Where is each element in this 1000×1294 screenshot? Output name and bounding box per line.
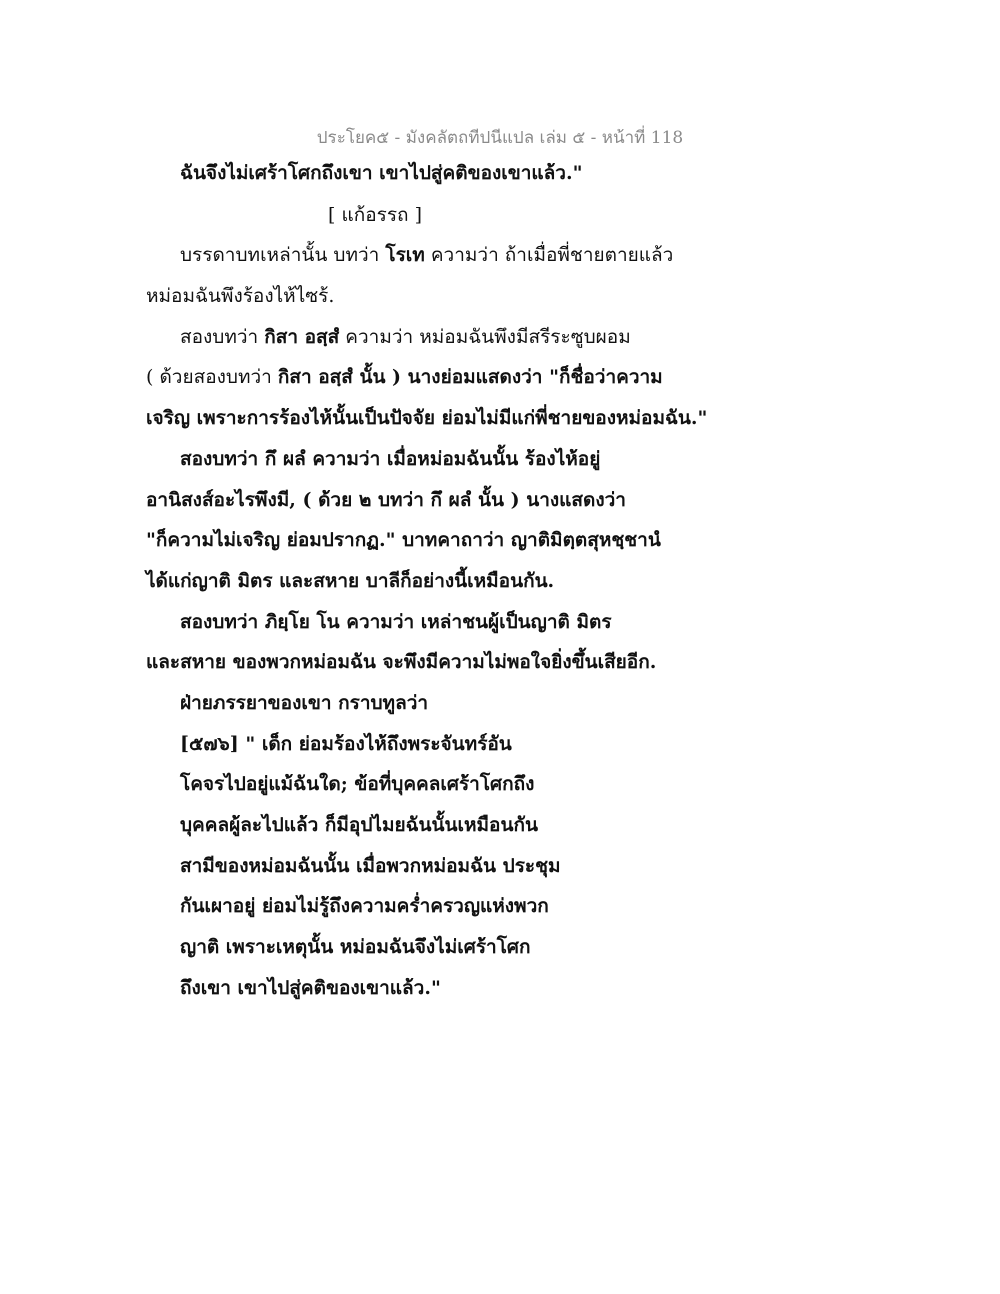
- body-line-11: [180, 609, 612, 635]
- body-line-2: [180, 242, 673, 268]
- text-span: ความว่า เมื่อหม่อมฉันนั้น ร้องไห้อยู่: [305, 448, 601, 470]
- pali-term: กึ ผลํ: [264, 448, 306, 470]
- body-line-4: [180, 324, 631, 350]
- text-span: ความว่า ถ้าเมื่อพี่ชายตายแล้ว: [424, 244, 674, 266]
- pali-term: กิสา อสฺสํ: [277, 366, 353, 388]
- pali-term: โรเท: [385, 244, 425, 266]
- text-span: นั้น ) นางย่อมแสดงว่า "ก็ชื่อว่าความ: [352, 366, 663, 388]
- verse-line-6: ญาติ เพราะเหตุนั้น หม่อมฉันจึงไม่เศร้าโศก: [180, 936, 531, 958]
- verse-line-2: โคจรไปอยู่แม้ฉันใด; ข้อที่บุคคลเศร้าโศกถึง: [180, 773, 535, 795]
- text-span: บรรดาบทเหล่านั้น บทว่า: [180, 244, 386, 266]
- pali-term: กึ ผลํ: [430, 489, 472, 511]
- body-line-6: เจริญ เพราะการร้องไห้นั้นเป็นปัจจัย ย่อมไม่มีแก่พี่ชายของหม่อมฉัน.": [146, 407, 708, 429]
- text-span: สองบทว่า: [180, 326, 265, 348]
- verse-line-5: กันเผาอยู่ ย่อมไม่รู้ถึงความคร่ำครวญแห่งพวก: [180, 895, 549, 917]
- verse-line-7: ถึงเขา เขาไปสู่คติของเขาแล้ว.": [180, 977, 441, 999]
- text-span: ( ด้วยสองบทว่า: [146, 366, 278, 388]
- body-line-3: หม่อมฉันพึงร้องไห้ไซร้.: [146, 285, 335, 307]
- verse-line-1: [๕๗๖] " เด็ก ย่อมร้องไห้ถึงพระจันทร์อัน: [180, 733, 512, 755]
- page-header: ประโยค๕ - มังคลัตถทีปนีแปล เล่ม ๕ - หน้าที่ 118: [316, 128, 684, 148]
- text-span: ความว่า เหล่าชนผู้เป็นญาติ มิตร: [339, 611, 612, 633]
- verse-line-3: บุคคลผู้ละไปแล้ว ก็มีอุปไมยฉันนั้นเหมือนกัน: [180, 814, 538, 836]
- text-span: สองบทว่า: [180, 611, 265, 633]
- pali-term: ภิยฺโย โน: [264, 611, 340, 633]
- pali-term: กิสา อสฺสํ: [264, 326, 340, 348]
- pali-term: ญาติมิตฺตสุหชฺชานํ: [510, 529, 661, 551]
- body-line-7: [180, 446, 600, 472]
- text-span: ความว่า หม่อมฉันพึงมีสรีระซูบผอม: [339, 326, 631, 348]
- verse-line-4: สามีของหม่อมฉันนั้น เมื่อพวกหม่อมฉัน ประชุม: [180, 855, 561, 877]
- section-heading: [ แก้อรรถ ]: [328, 204, 422, 226]
- text-span: สองบทว่า: [180, 448, 265, 470]
- body-line-9: [146, 527, 661, 553]
- body-line-8: [146, 487, 626, 513]
- body-line-5: [146, 364, 663, 390]
- text-span: "ก็ความไม่เจริญ ย่อมปรากฏ." บาทคาถาว่า: [146, 529, 511, 551]
- text-span: อานิสงส์อะไรพึงมี, ( ด้วย ๒ บทว่า: [146, 489, 431, 511]
- body-line-13: ฝ่ายภรรยาของเขา กราบทูลว่า: [180, 692, 429, 714]
- body-line-12: และสหาย ของพวกหม่อมฉัน จะพึงมีความไม่พอใจยิ่งขึ้นเสียอีก.: [146, 651, 657, 673]
- body-line-10: ได้แก่ญาติ มิตร และสหาย บาลีก็อย่างนี้เหมือนกัน.: [146, 570, 555, 592]
- text-span: นั้น ) นางแสดงว่า: [471, 489, 626, 511]
- body-line-1: ฉันจึงไม่เศร้าโศกถึงเขา เขาไปสู่คติของเขาแล้ว.": [180, 162, 583, 184]
